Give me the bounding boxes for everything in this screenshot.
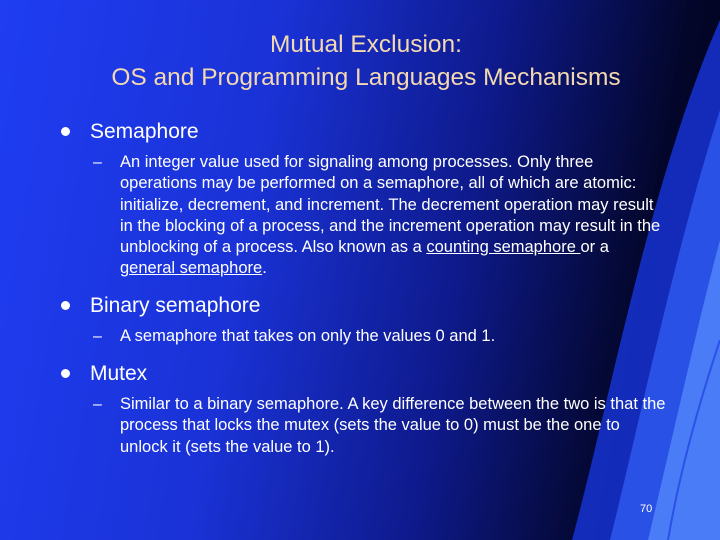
sub-bullet-text: Similar to a binary semaphore. A key difference between the two is that the process that locks the mutex (sets the value to 0) must be the one to unlock it (sets the value to 1). — [120, 395, 666, 456]
bullet-label: Mutex — [90, 362, 148, 386]
bullet-label: Semaphore — [90, 120, 199, 143]
bullet-semaphore — [58, 118, 668, 146]
definition-text: An integer value used for signaling among processes. Only three operations may be performed on a semaphore, all of which are atomic: initialize, decrement, and increment. The decrement operation may result in the blocking of a process, and the increment operation may result in the unblocking of a process. Also known as a — [120, 153, 661, 257]
sub-bullet-text: A semaphore that takes on only the values 0 and 1. — [120, 326, 496, 345]
title-line-1: Mutual Exclusion: — [269, 31, 462, 58]
bullet-mutex — [58, 360, 668, 388]
dash-icon: – — [93, 154, 102, 171]
sub-bullet-text — [120, 152, 668, 280]
dash-icon: – — [93, 327, 102, 345]
sub-bullet-binary-semaphore — [58, 326, 668, 347]
slide-title — [20, 28, 712, 94]
slide-body — [58, 118, 668, 458]
page-number: 70 — [640, 503, 653, 515]
sub-bullet-mutex — [58, 394, 668, 458]
title-line-2: OS and Programming Languages Mechanisms — [111, 64, 621, 91]
dash-icon: – — [93, 396, 102, 414]
bullet-label: Binary semaphore — [90, 293, 261, 317]
definition-text-mid: or a — [580, 238, 609, 257]
bullet-dot-icon — [61, 301, 70, 310]
sub-bullet-semaphore — [58, 152, 668, 280]
term-counting-semaphore: counting semaphore — [426, 238, 581, 257]
term-general-semaphore: general semaphore — [120, 259, 263, 278]
definition-text-end: . — [262, 259, 267, 278]
bullet-dot-icon — [61, 369, 70, 378]
bullet-binary-semaphore — [58, 292, 668, 320]
bullet-dot-icon — [61, 127, 70, 136]
